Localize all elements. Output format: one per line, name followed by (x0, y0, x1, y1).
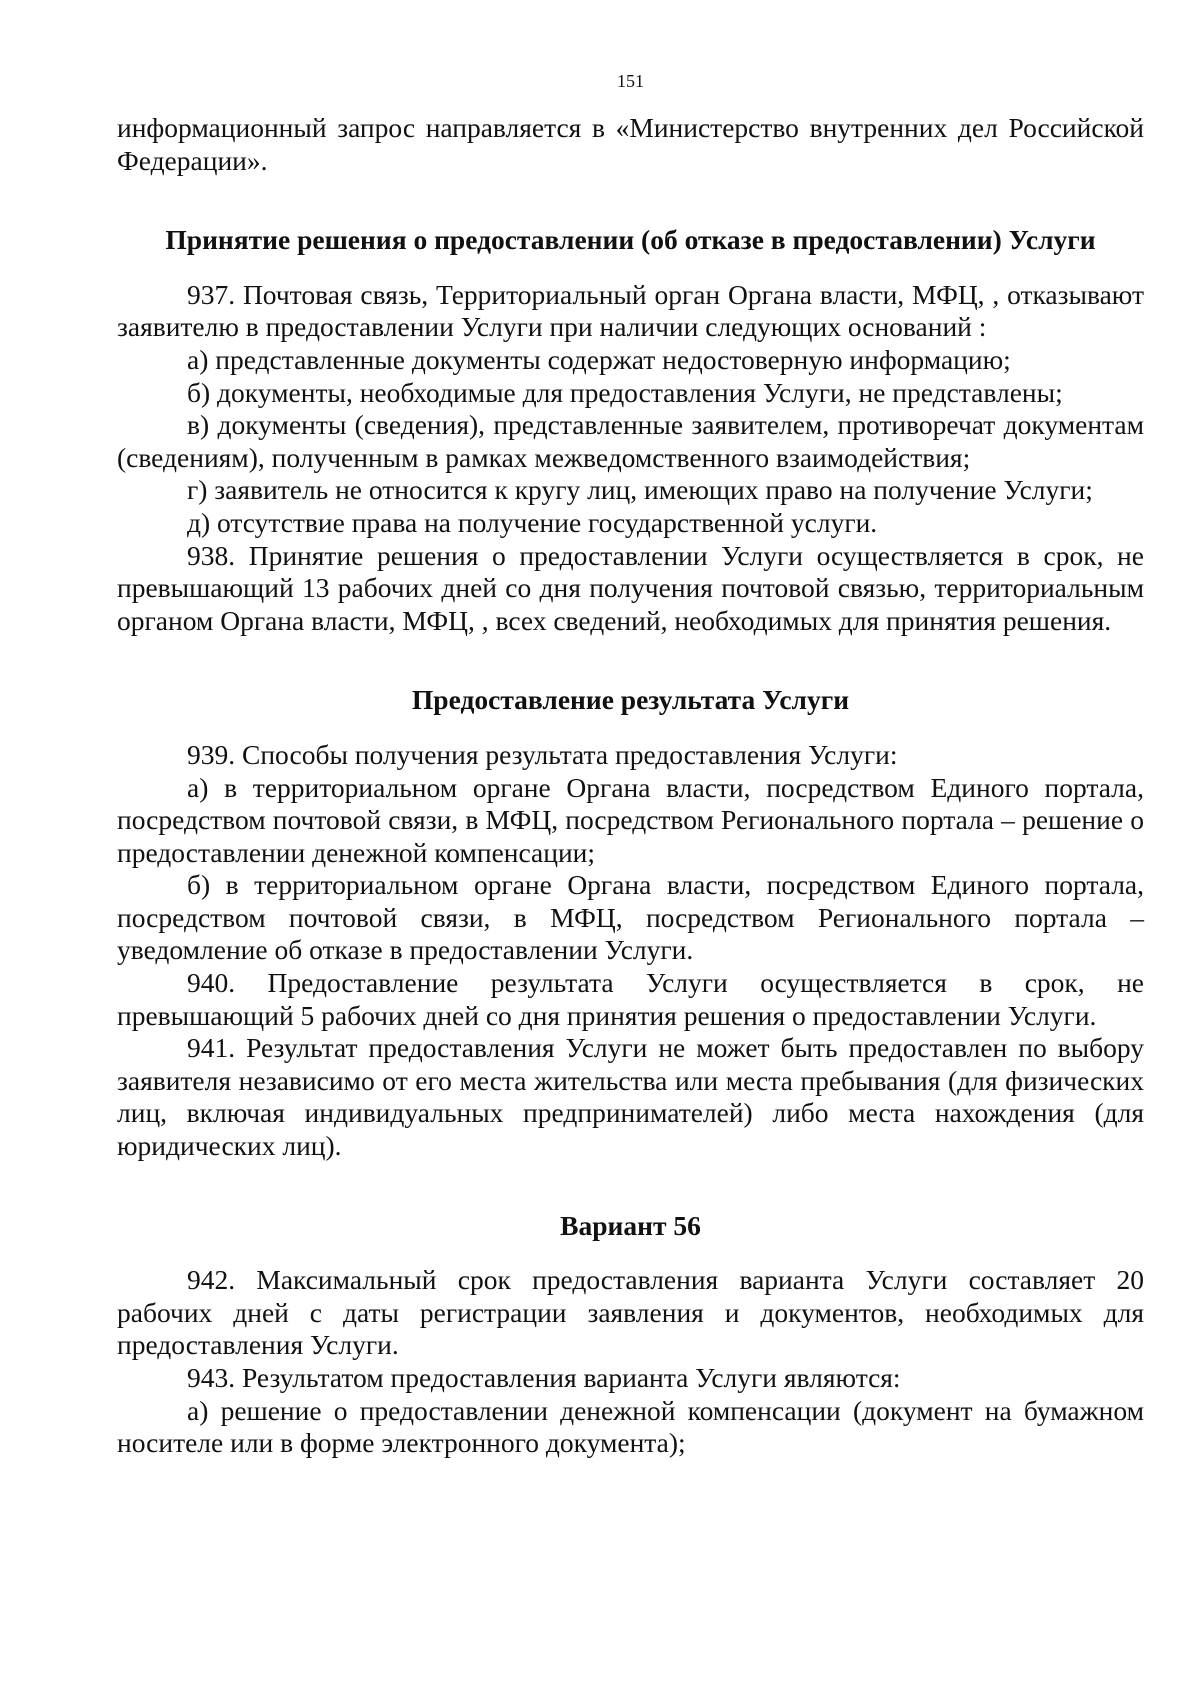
page-number: 151 (617, 71, 644, 91)
list-item-g: г) заявитель не относится к кругу лиц, имеющих право на получение Услуги; (187, 474, 1093, 506)
list-item-b: б) документы, необходимые для предоставления Услуги, не представлены; (187, 376, 1063, 408)
spacer (117, 717, 1144, 739)
list-item-v: в) документы (сведения), представленные заявителем, противоречат документам (сведениям), полученным в рамках межведомственного взаимодействия; (117, 409, 1144, 473)
section-heading-decision: Принятие решения о предоставлении (об отказе в предоставлении) Услуги (165, 224, 1096, 256)
paragraph-937: 937. Почтовая связь, Территориальный орган Органа власти, МФЦ, , отказывают заявителю в предоставлении Услуги при наличии следующих оснований : (117, 278, 1144, 343)
paragraph-941: 941. Результат предоставления Услуги не может быть предоставлен по выбору заявителя независимо от его места жительства или места пребывания (для физических лиц, включая индивидуальных предпринимателей) либо места нахождения (для юридических лиц). (117, 1032, 1144, 1162)
spacer (117, 177, 1144, 224)
spacer (117, 1163, 1144, 1210)
list-item-a: а) в территориальном органе Органа власти, посредством Единого портала, посредством почтовой связи, в МФЦ, посредством Регионального портала – решение о предоставлении денежной компенсации; (117, 771, 1144, 868)
paragraph-939: 939. Способы получения результата предоставления Услуги: (187, 738, 898, 770)
list-item-b: б) в территориальном органе Органа власти, посредством Единого портала, посредством почтовой связи, в МФЦ, посредством Регионального портала – уведомление об отказе в предоставлении Услуги. (117, 869, 1144, 966)
continuation-paragraph: информационный запрос направляется в «Министерство внутренних дел Российской Федерации». (117, 112, 1144, 176)
paragraph-943: 943. Результатом предоставления варианта Услуги являются: (187, 1362, 901, 1393)
section-heading-variant: Вариант 56 (560, 1209, 701, 1241)
paragraph-940: 940. Предоставление результата Услуги осуществляется в срок, не превышающий 5 рабочих дней со дня принятия решения о предоставлении Услуги. (117, 967, 1144, 1031)
spacer (117, 1242, 1144, 1264)
list-item-a: а) решение о предоставлении денежной компенсации (документ на бумажном носителе или в форме электронного документа); (117, 1394, 1144, 1459)
list-item-d: д) отсутствие права на получение государственной услуги. (187, 506, 878, 538)
spacer (117, 257, 1144, 279)
list-item-a: а) представленные документы содержат недостоверную информацию; (187, 343, 1011, 375)
paragraph-938: 938. Принятие решения о предоставлении Услуги осуществляется в срок, не превышающий 13 рабочих дней со дня получения почтовой связью, территориальным органом Органа власти, МФЦ, , всех сведений, необходимых для принятия решения. (117, 539, 1144, 636)
paragraph-942: 942. Максимальный срок предоставления варианта Услуги составляет 20 рабочих дней с даты регистрации заявления и документов, необходимых для предоставления Услуги. (117, 1264, 1144, 1361)
section-heading-result: Предоставление результата Услуги (411, 684, 850, 716)
spacer (117, 637, 1144, 684)
